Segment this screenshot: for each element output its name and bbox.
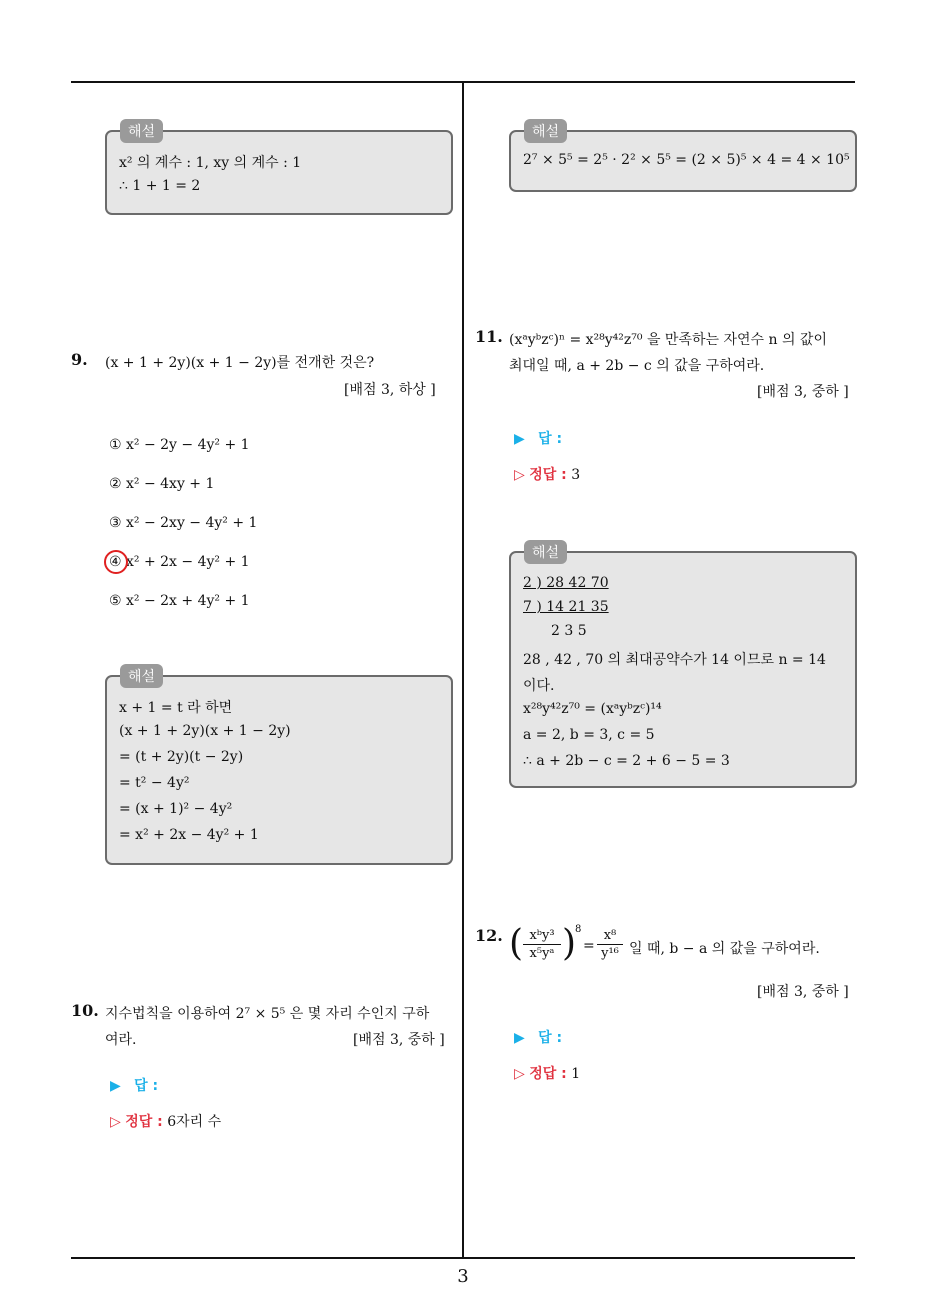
fraction-1-numerator: xᵇy³ [523, 928, 561, 945]
fraction-1-denominator: x⁵yᵃ [529, 946, 555, 961]
answer-row-q11[interactable] [514, 428, 562, 448]
outline-triangle-icon: ▷ [110, 1114, 121, 1130]
solution-box-q8 [105, 124, 453, 215]
solution-line: = t² − 4y² [119, 775, 190, 791]
question-number-10: 10. [71, 1001, 99, 1020]
option-5[interactable]: ⑤ x² − 2x + 4y² + 1 [109, 593, 250, 609]
question-text-10-line2: 여라. [105, 1032, 137, 1048]
solution-line: = x² + 2x − 4y² + 1 [119, 827, 259, 843]
power: 8 [575, 924, 582, 935]
solution-line: 2⁷ × 5⁵ = 2⁵ · 2² × 5⁵ = (2 × 5)⁵ × 4 = 4 × 10⁵ [523, 152, 850, 168]
question-text-11-line1: (xᵃyᵇzᶜ)ⁿ = x²⁸y⁴²z⁷⁰ 을 만족하는 자연수 n 의 값이 [509, 332, 827, 348]
outline-triangle-icon: ▷ [514, 467, 525, 483]
page-number: 3 [457, 1266, 469, 1287]
solution-line: ∴ 1 + 1 = 2 [119, 178, 201, 194]
question-number-12: 12. [475, 926, 503, 945]
question-text-10-line1: 지수법칙을 이용하여 2⁷ × 5⁵ 은 몇 자리 수인지 구하 [105, 1006, 430, 1022]
solution-tag: 해설 [120, 664, 163, 688]
marked-answer-circle [104, 550, 128, 574]
score-q11: [배점 3, 중하 ] [757, 384, 849, 400]
column-divider [462, 83, 464, 1259]
equals-sign: = [583, 938, 595, 954]
division-step-2: 7 ) 14 21 35 [523, 599, 609, 615]
solution-line: = (x + 1)² − 4y² [119, 801, 233, 817]
question-text-11-line2: 최대일 때, a + 2b − c 의 값을 구하여라. [509, 358, 765, 374]
solution-line: 이다. [523, 678, 555, 694]
answer-row-q10[interactable] [110, 1075, 158, 1095]
score-q10: [배점 3, 중하 ] [353, 1032, 445, 1048]
right-paren: ) [562, 923, 577, 964]
option-4[interactable]: ④ x² + 2x − 4y² + 1 [109, 554, 250, 570]
option-1[interactable]: ① x² − 2y − 4y² + 1 [109, 437, 250, 453]
play-triangle-icon: ▶ [110, 1078, 121, 1094]
fraction-1 [523, 928, 561, 961]
solution-line: x²⁸y⁴²z⁷⁰ = (xᵃyᵇzᶜ)¹⁴ [523, 701, 662, 717]
solution-line: = (t + 2y)(t − 2y) [119, 749, 244, 765]
fraction-2-numerator: x⁸ [597, 928, 623, 945]
division-step-1: 2 ) 28 42 70 [523, 575, 609, 591]
correct-row-q10 [110, 1111, 221, 1131]
left-paren: ( [509, 923, 524, 964]
answer-label: 답 : [538, 431, 563, 447]
score-q12: [배점 3, 중하 ] [757, 984, 849, 1000]
correct-value: 1 [571, 1066, 581, 1082]
solution-tag: 해설 [524, 119, 567, 143]
correct-label: 정답 : [125, 1114, 163, 1130]
outline-triangle-icon: ▷ [514, 1066, 525, 1082]
correct-label: 정답 : [529, 467, 567, 483]
solution-tag: 해설 [524, 540, 567, 564]
question-number-9: 9. [71, 350, 88, 369]
solution-line: x² 의 계수 : 1, xy 의 계수 : 1 [119, 155, 302, 171]
solution-tag: 해설 [120, 119, 163, 143]
solution-box-q11 [509, 545, 857, 788]
correct-value: 3 [571, 467, 581, 483]
play-triangle-icon: ▶ [514, 1030, 525, 1046]
correct-row-q12 [514, 1063, 580, 1083]
solution-line: 28 , 42 , 70 의 최대공약수가 14 이므로 n = 14 [523, 652, 826, 668]
option-2[interactable]: ② x² − 4xy + 1 [109, 476, 215, 492]
question-text-12: 일 때, b − a 의 값을 구하여라. [629, 941, 820, 957]
solution-line: ∴ a + 2b − c = 2 + 6 − 5 = 3 [523, 753, 730, 769]
correct-label: 정답 : [529, 1066, 567, 1082]
answer-row-q12[interactable] [514, 1027, 562, 1047]
play-triangle-icon: ▶ [514, 431, 525, 447]
bottom-rule [71, 1257, 855, 1259]
division-result: 2 3 5 [551, 623, 587, 639]
question-text-9: (x + 1 + 2y)(x + 1 − 2y)를 전개한 것은? [105, 355, 375, 371]
answer-label: 답 : [538, 1030, 563, 1046]
solution-line: a = 2, b = 3, c = 5 [523, 727, 655, 743]
solution-line: x + 1 = t 라 하면 [119, 700, 233, 716]
correct-value: 6자리 수 [167, 1114, 222, 1130]
answer-label: 답 : [134, 1078, 159, 1094]
option-3[interactable]: ③ x² − 2xy − 4y² + 1 [109, 515, 258, 531]
score-q9: [배점 3, 하상 ] [344, 382, 436, 398]
fraction-2 [597, 928, 623, 961]
correct-row-q11 [514, 464, 580, 484]
solution-line: (x + 1 + 2y)(x + 1 − 2y) [119, 723, 291, 739]
solution-box-q10 [509, 124, 857, 192]
fraction-2-denominator: y¹⁶ [601, 946, 619, 961]
question-number-11: 11. [475, 327, 503, 346]
solution-box-q9 [105, 669, 453, 865]
